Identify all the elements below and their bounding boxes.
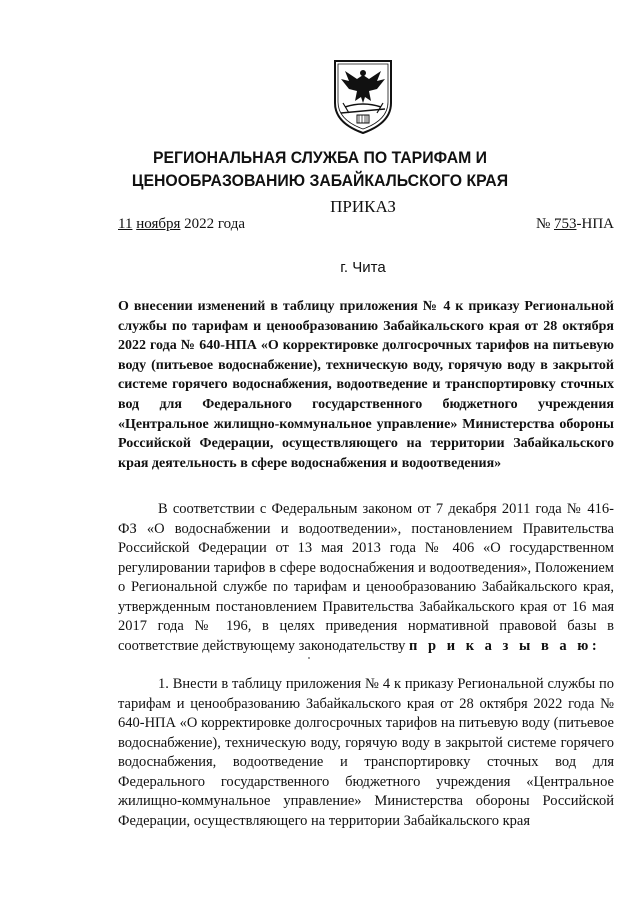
organization-name [22, 146, 617, 192]
org-line-1: РЕГИОНАЛЬНАЯ СЛУЖБА ПО ТАРИФАМ И [152, 148, 488, 167]
number-suffix: -НПА [576, 216, 614, 232]
number-value: 753 [554, 216, 577, 232]
command-word: п р и к а з ы в а ю: [409, 637, 601, 654]
date-day: 11 [118, 216, 133, 232]
item-1-paragraph: 1. Внести в таблицу приложения № 4 к приказу Региональной службы по тарифам и ценообразованию Забайкальского края от 28 октября 2022 года № 640-НПА «О корректировке долгосрочных тарифов на питьевую воду (питьевое водоснабжение), техническую воду, горячую воду в закрытой системе горячего водоснабжения, водоотведение и транспортировку сточных вод для Федерального государственного бюджетного учреждения «Центральное жилищно-коммунальное управление» Министерства обороны Российской Федерации, осуществляющего на территории Забайкальского края [118, 676, 614, 829]
city: г. Чита [340, 259, 386, 276]
document-type: ПРИКАЗ [330, 197, 396, 216]
preamble-paragraph [118, 500, 614, 656]
document-subject: О внесении изменений в таблицу приложения № 4 к приказу Региональной службы по тарифам и ценообразованию Забайкальского края от 28 октября 2022 года № 640-НПА «О корректировке долгосрочных тарифов на питьевую воду (питьевое водоснабжение), техническую воду, горячую воду в закрытой системе горячего водоснабжения, водоотведение и транспортировку сточных вод для Федерального государственного бюджетного учреждения «Центральное жилищно-коммунальное управление» Министерства обороны Российской Федерации, осуществляющего на территории Забайкальского края деятельность в сфере водоснабжения и водоотведения» [118, 299, 614, 471]
date-month: ноября [136, 216, 181, 232]
org-line-2: ЦЕНООБРАЗОВАНИЮ ЗАБАЙКАЛЬСКОГО КРАЯ [131, 171, 509, 190]
number-prefix: № [535, 216, 551, 232]
coat-of-arms-icon [327, 57, 399, 137]
document-date [118, 216, 245, 233]
date-year: 2022 года [184, 216, 246, 232]
document-number [536, 216, 614, 233]
preamble-text: В соответствии с Федеральным законом от 7 декабря 2011 года № 416-ФЗ «О водоснабжении и водоотведении», постановлением Правительства Российской Федерации от 13 мая 2013 года № 406 «О государственном регулировании тарифов в сфере водоснабжения и водоотведения», Положением о Региональной службе по тарифам и ценообразованию Забайкальского края, утвержденным постановлением Правительства Забайкальского края от 16 мая 2017 года № 196, в целях приведения нормативной правовой базы в соответствие действующему законодательству [118, 501, 614, 654]
scan-speck [308, 657, 310, 659]
